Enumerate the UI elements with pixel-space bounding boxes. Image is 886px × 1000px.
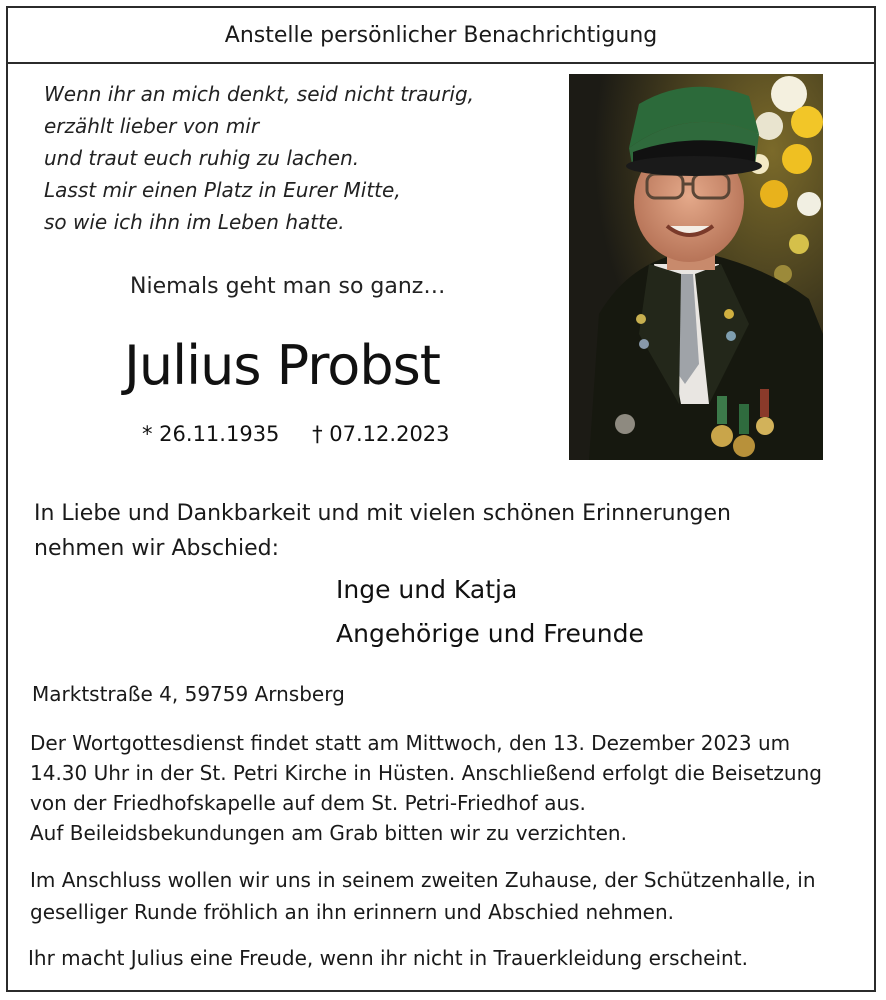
mourner-line: Inge und Katja: [336, 575, 518, 604]
service-line: von der Friedhofskapelle auf dem St. Petri-Friedhof aus.: [30, 791, 586, 815]
poem-line: Wenn ihr an mich denkt, seid nicht traurig,: [44, 82, 475, 106]
portrait-illustration: [569, 74, 823, 460]
intro-line: In Liebe und Dankbarkeit und mit vielen schönen Erinnerungen: [34, 501, 731, 526]
tagline: Niemals geht man so ganz…: [130, 274, 446, 299]
mourner-line: Angehörige und Freunde: [336, 619, 644, 648]
service-line: Der Wortgottesdienst findet statt am Mittwoch, den 13. Dezember 2023 um: [30, 731, 791, 755]
closing-note: Ihr macht Julius eine Freude, wenn ihr nicht in Trauerkleidung erscheint.: [28, 946, 748, 970]
header-title: Anstelle persönlicher Benachrichtigung: [8, 8, 874, 64]
service-line: Auf Beileidsbekundungen am Grab bitten wir zu verzichten.: [30, 821, 627, 845]
poem-line: Lasst mir einen Platz in Eurer Mitte,: [44, 178, 401, 202]
deceased-name: Julius Probst: [124, 334, 440, 397]
life-dates: [142, 422, 476, 446]
gathering-info: [30, 864, 816, 928]
service-line: 14.30 Uhr in der St. Petri Kirche in Hüsten. Anschließend erfolgt die Beisetzung: [30, 761, 822, 785]
poem-line: und traut euch ruhig zu lachen.: [44, 146, 360, 170]
mourners: [336, 568, 644, 656]
address: Marktstraße 4, 59759 Arnsberg: [32, 682, 345, 706]
gathering-line: Im Anschluss wollen wir uns in seinem zweiten Zuhause, der Schützenhalle, in: [30, 868, 816, 892]
intro-line: nehmen wir Abschied:: [34, 536, 280, 561]
poem-line: so wie ich ihn im Leben hatte.: [44, 210, 345, 234]
poem-line: erzählt lieber von mir: [44, 114, 260, 138]
portrait-photo: [569, 74, 823, 460]
service-info: [30, 728, 822, 848]
intro-text: [34, 496, 731, 566]
poem: [44, 78, 474, 238]
death-date: † 07.12.2023: [312, 422, 450, 446]
gathering-line: geselliger Runde fröhlich an ihn erinnern und Abschied nehmen.: [30, 900, 675, 924]
birth-date: * 26.11.1935: [142, 422, 280, 446]
